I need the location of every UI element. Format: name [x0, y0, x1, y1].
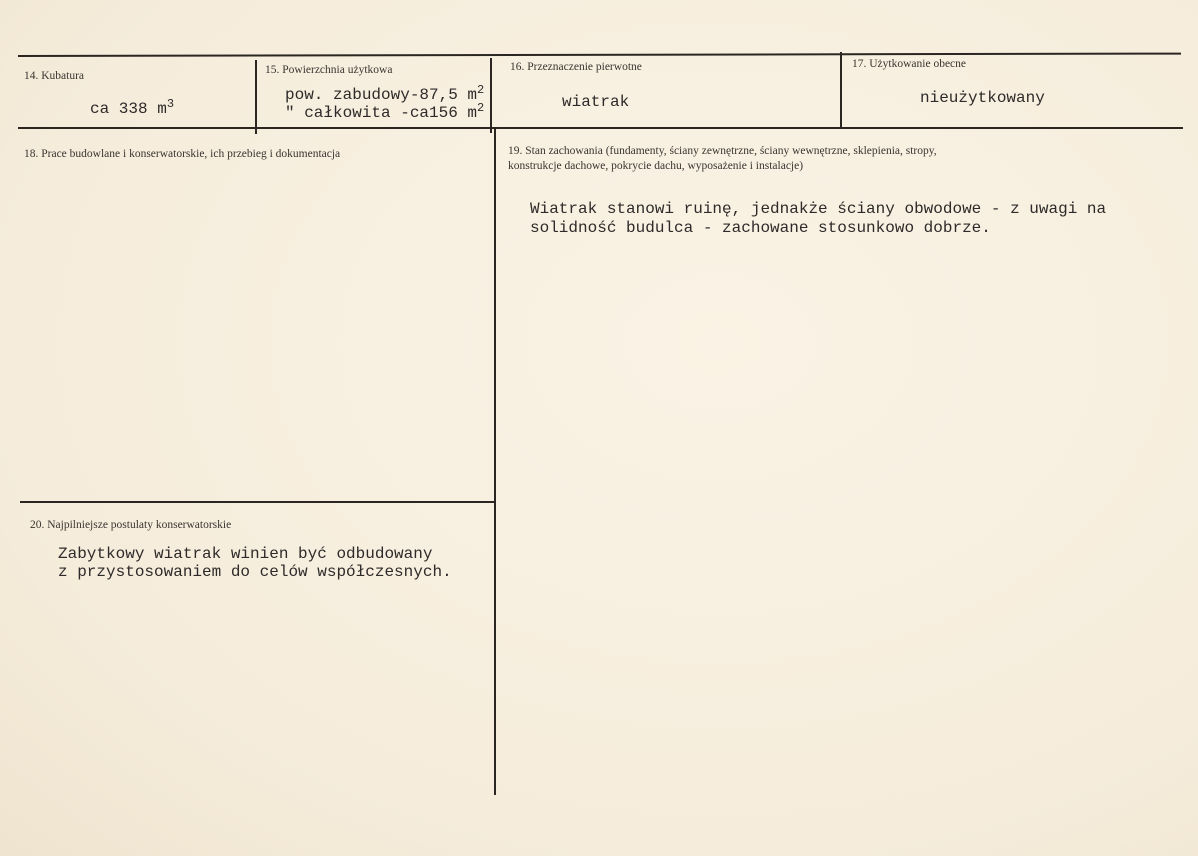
postulaty-label: 20. Najpilniejsze postulaty konserwatorskie	[30, 519, 232, 531]
kubatura-unit-exponent: 3	[166, 97, 175, 111]
prace-label: 18. Prace budowlane i konserwatorskie, ich przebieg i dokumentacja	[24, 148, 341, 160]
stan-zachowania-text-line1: Wiatrak stanowi ruinę, jednakże ściany obwodowe - z uwagi na	[530, 200, 1107, 218]
row-divider	[18, 127, 1183, 129]
col-divider-14-15	[255, 60, 257, 134]
postulaty-text-line2: z przystosowaniem do celów współczesnych.	[58, 563, 452, 581]
uzytkowanie-value: nieużytkowany	[920, 89, 1045, 107]
przeznaczenie-label: 16. Przeznaczenie pierwotne	[510, 61, 642, 73]
stan-zachowania-label-line1: 19. Stan zachowania (fundamenty, ściany zewnętrzne, ściany wewnętrzne, sklepienia, stropy,	[508, 145, 937, 157]
kubatura-value: ca 338 $m^3$	[90, 97, 175, 118]
section-divider-18-20	[20, 501, 495, 503]
stan-zachowania-text-line2: solidność budulca - zachowane stosunkowo dobrze.	[530, 219, 991, 237]
kubatura-label: 14. Kubatura	[24, 70, 85, 82]
col-divider-15-16	[490, 58, 492, 133]
top-rule	[18, 53, 1181, 57]
przeznaczenie-value: wiatrak	[562, 93, 630, 111]
col-divider-16-17	[840, 52, 842, 128]
stan-zachowania-label-line2: konstrukcje dachowe, pokrycie dachu, wyposażenie i instalacje)	[508, 160, 804, 172]
col-divider-main	[494, 129, 496, 795]
powierzchnia-zabudowy-exponent: 2	[477, 83, 485, 97]
powierzchnia-calkowita: " całkowita -ca156 $m^2$	[285, 101, 485, 122]
powierzchnia-zabudowy: pow. zabudowy-87,5 $m^2$	[285, 83, 485, 104]
uzytkowanie-label: 17. Użytkowanie obecne	[852, 58, 967, 70]
powierzchnia-label: 15. Powierzchnia użytkowa	[265, 64, 393, 76]
postulaty-text-line1: Zabytkowy wiatrak winien być odbudowany	[58, 545, 433, 563]
powierzchnia-calkowita-exponent: 2	[477, 101, 485, 115]
